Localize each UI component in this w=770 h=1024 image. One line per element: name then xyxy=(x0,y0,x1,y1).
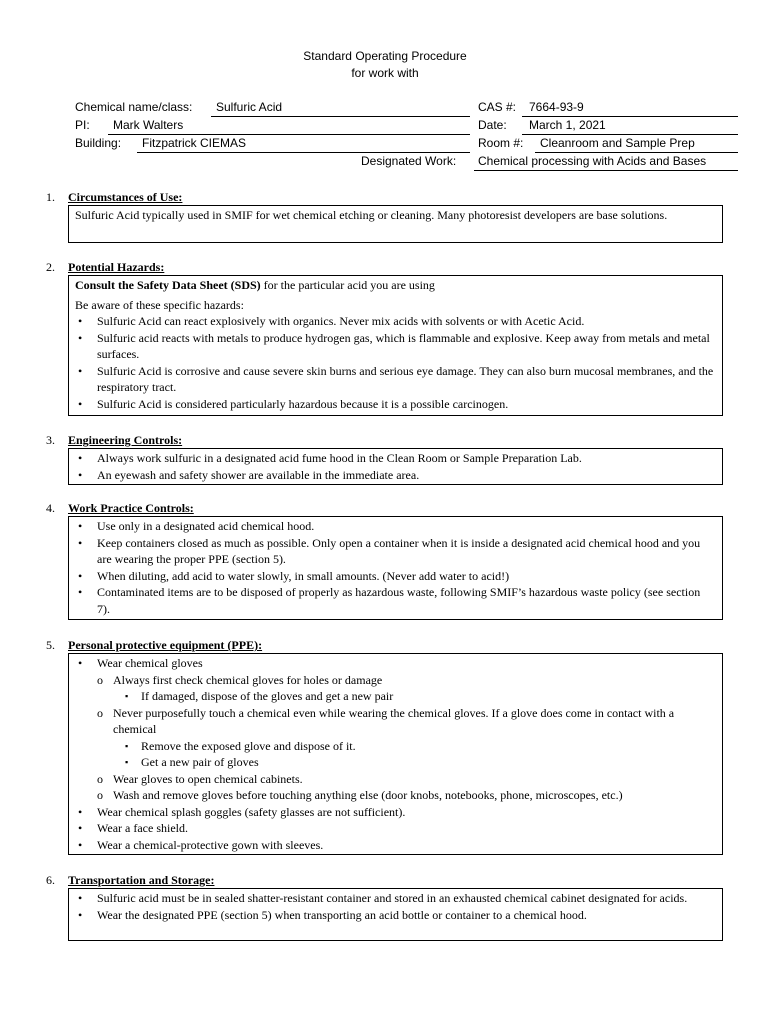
section-title: Potential Hazards: xyxy=(68,260,165,274)
section-title: Work Practice Controls: xyxy=(68,501,194,515)
bullet-dot: • xyxy=(78,535,83,550)
list-subitem xyxy=(75,672,716,689)
chemical-label: Chemical name/class: xyxy=(75,100,193,114)
list-item-text: Sulfuric acid reacts with metals to produce hydrogen gas, which is flammable and explosive. Keep away from metals and metal surfaces. xyxy=(97,330,710,361)
sds-line xyxy=(75,277,716,294)
document-title: Standard Operating Procedure xyxy=(303,49,467,63)
list-item-text: Sulfuric Acid is corrosive and cause severe skin burns and serious eye damage. They can also burn mucosal membranes, and the respiratory tract. xyxy=(97,363,714,394)
list-item-text: Sulfuric acid must be in sealed shatter-resistant container and stored in an exhausted chemical cabinet designated for acids. xyxy=(97,891,688,905)
list-item-text: Never purposefully touch a chemical even while wearing the chemical gloves. If a glove does come in contact with a chemical xyxy=(113,705,675,736)
meta-chemical xyxy=(75,100,283,115)
list-item xyxy=(75,363,716,396)
list-item xyxy=(75,820,716,837)
work-value: Chemical processing with Acids and Bases xyxy=(478,154,707,168)
date-underline xyxy=(522,134,738,135)
pi-label: PI: xyxy=(75,118,90,132)
meta-pi xyxy=(75,118,184,133)
bullet-dot: • xyxy=(78,396,83,411)
list-item-text: Always work sulfuric in a designated acid fume hood in the Clean Room or Sample Preparation Lab. xyxy=(97,451,582,465)
building-value: Fitzpatrick CIEMAS xyxy=(142,136,247,150)
bullet-dot: • xyxy=(78,519,83,533)
sds-bold: Consult the Safety Data Sheet (SDS) xyxy=(75,278,261,292)
list-item xyxy=(75,396,716,413)
list-item-text: Wear the designated PPE (section 5) when transporting an acid bottle or container to a chemical hood. xyxy=(97,907,587,922)
bullet-square: ▪ xyxy=(125,740,129,751)
pi-value: Mark Walters xyxy=(113,118,184,132)
bullet-square: ▪ xyxy=(125,757,129,767)
building-label: Building: xyxy=(75,136,122,150)
list-item-text: Wear gloves to open chemical cabinets. xyxy=(113,771,303,786)
room-value: Cleanroom and Sample Prep xyxy=(540,136,695,150)
bullet-dot: • xyxy=(78,314,83,328)
list-item-text: Wash and remove gloves before touching anything else (door knobs, notebooks, phone, microscopes, etc.) xyxy=(113,788,623,802)
bullet-circle: o xyxy=(97,672,103,687)
cas-label: CAS #: xyxy=(478,100,517,114)
bullet-dot: • xyxy=(78,363,83,378)
section-number: 1. xyxy=(46,190,55,204)
section-title: Transportation and Storage: xyxy=(68,873,215,887)
bullet-dot: • xyxy=(78,656,83,670)
section-number: 5. xyxy=(46,638,55,652)
bullet-dot: • xyxy=(78,821,83,835)
bullet-circle: o xyxy=(97,705,103,720)
bullet-square: ▪ xyxy=(125,691,129,701)
list-item-text: If damaged, dispose of the gloves and get a new pair xyxy=(141,689,394,703)
section-6-box xyxy=(68,888,723,941)
bullet-circle: o xyxy=(97,771,103,786)
work-underline xyxy=(474,170,738,171)
bullet-dot: • xyxy=(78,451,83,465)
date-value: March 1, 2021 xyxy=(529,118,606,132)
section-title: Personal protective equipment (PPE): xyxy=(68,638,263,652)
work-label: Designated Work: xyxy=(361,154,457,168)
list-item xyxy=(75,467,716,484)
section-number: 3. xyxy=(46,433,55,447)
list-item-text: Contaminated items are to be disposed of properly as hazardous waste, following SMIF’s hazardous waste policy (see section 7). xyxy=(97,585,701,616)
list-item xyxy=(75,568,716,585)
list-subsubitem xyxy=(75,738,716,755)
chemical-underline xyxy=(211,116,470,117)
date-label: Date: xyxy=(478,118,507,132)
list-subitem xyxy=(75,771,716,788)
bullet-dot: • xyxy=(78,330,83,345)
list-item xyxy=(75,450,716,467)
meta-date xyxy=(478,118,606,133)
building-underline xyxy=(137,152,470,153)
sds-rest: for the particular acid you are using xyxy=(260,278,435,292)
list-item xyxy=(75,655,716,672)
list-item-text: Use only in a designated acid chemical hood. xyxy=(97,519,315,533)
list-item-text: Wear chemical gloves xyxy=(97,656,203,670)
bullet-dot: • xyxy=(78,891,83,905)
section-number: 6. xyxy=(46,873,55,887)
list-item-text: Wear chemical splash goggles (safety glasses are not sufficient). xyxy=(97,804,406,819)
list-item xyxy=(75,804,716,821)
list-item xyxy=(75,313,716,330)
list-item xyxy=(75,518,716,535)
list-item-text: Always first check chemical gloves for holes or damage xyxy=(113,672,383,687)
section-title: Engineering Controls: xyxy=(68,433,183,447)
list-item-text: Get a new pair of gloves xyxy=(141,755,259,769)
section-number: 2. xyxy=(46,260,55,274)
meta-designated-work xyxy=(361,154,707,169)
document-subtitle: for work with xyxy=(351,66,419,80)
cas-value: 7664-93-9 xyxy=(529,100,584,114)
bullet-circle: o xyxy=(97,788,103,802)
section-title: Circumstances of Use: xyxy=(68,190,183,204)
list-subitem xyxy=(75,705,716,738)
section-3-box xyxy=(68,448,723,485)
meta-building xyxy=(75,136,247,151)
meta-room xyxy=(478,136,695,151)
bullet-dot: • xyxy=(78,837,83,852)
list-subitem xyxy=(75,787,716,804)
section-1-box xyxy=(68,205,723,243)
list-item xyxy=(75,907,716,924)
list-subsubitem xyxy=(75,754,716,771)
list-item xyxy=(75,535,716,568)
list-subsubitem xyxy=(75,688,716,705)
list-item xyxy=(75,330,716,363)
list-item-text: Wear a chemical-protective gown with sleeves. xyxy=(97,837,324,852)
room-label: Room #: xyxy=(478,136,524,150)
section-5-box xyxy=(68,653,723,855)
section-2-box xyxy=(68,275,723,416)
list-item-text: Sulfuric Acid is considered particularly hazardous because it is a possible carcinogen. xyxy=(97,396,509,411)
bullet-dot: • xyxy=(78,804,83,819)
list-item xyxy=(75,584,716,617)
circumstances-text: Sulfuric Acid typically used in SMIF for wet chemical etching or cleaning. Many photoresist developers are base solutions. xyxy=(75,208,668,222)
bullet-dot: • xyxy=(78,467,83,482)
room-underline xyxy=(535,152,738,153)
list-item xyxy=(75,890,716,907)
list-item-text: Sulfuric Acid can react explosively with organics. Never mix acids with solvents or with Acetic Acid. xyxy=(97,314,585,328)
meta-cas xyxy=(478,100,584,115)
list-item xyxy=(75,837,716,854)
bullet-dot: • xyxy=(78,907,83,922)
section-4-box xyxy=(68,516,723,620)
list-item-text: When diluting, add acid to water slowly, in small amounts. (Never add water to acid!) xyxy=(97,568,510,583)
bullet-dot: • xyxy=(78,585,83,599)
chemical-value: Sulfuric Acid xyxy=(216,100,283,114)
section-number: 4. xyxy=(46,501,55,515)
list-item-text: An eyewash and safety shower are available in the immediate area. xyxy=(97,467,420,482)
list-item-text: Wear a face shield. xyxy=(97,821,188,835)
pi-underline xyxy=(108,134,470,135)
bullet-dot: • xyxy=(78,568,83,583)
list-item-text: Keep containers closed as much as possible. Only open a container when it is inside a designated acid chemical hood and you are wearing the proper PPE (section 5). xyxy=(97,535,701,566)
aware-line: Be aware of these specific hazards: xyxy=(75,297,244,312)
list-item-text: Remove the exposed glove and dispose of it. xyxy=(141,738,356,753)
cas-underline xyxy=(522,116,738,117)
